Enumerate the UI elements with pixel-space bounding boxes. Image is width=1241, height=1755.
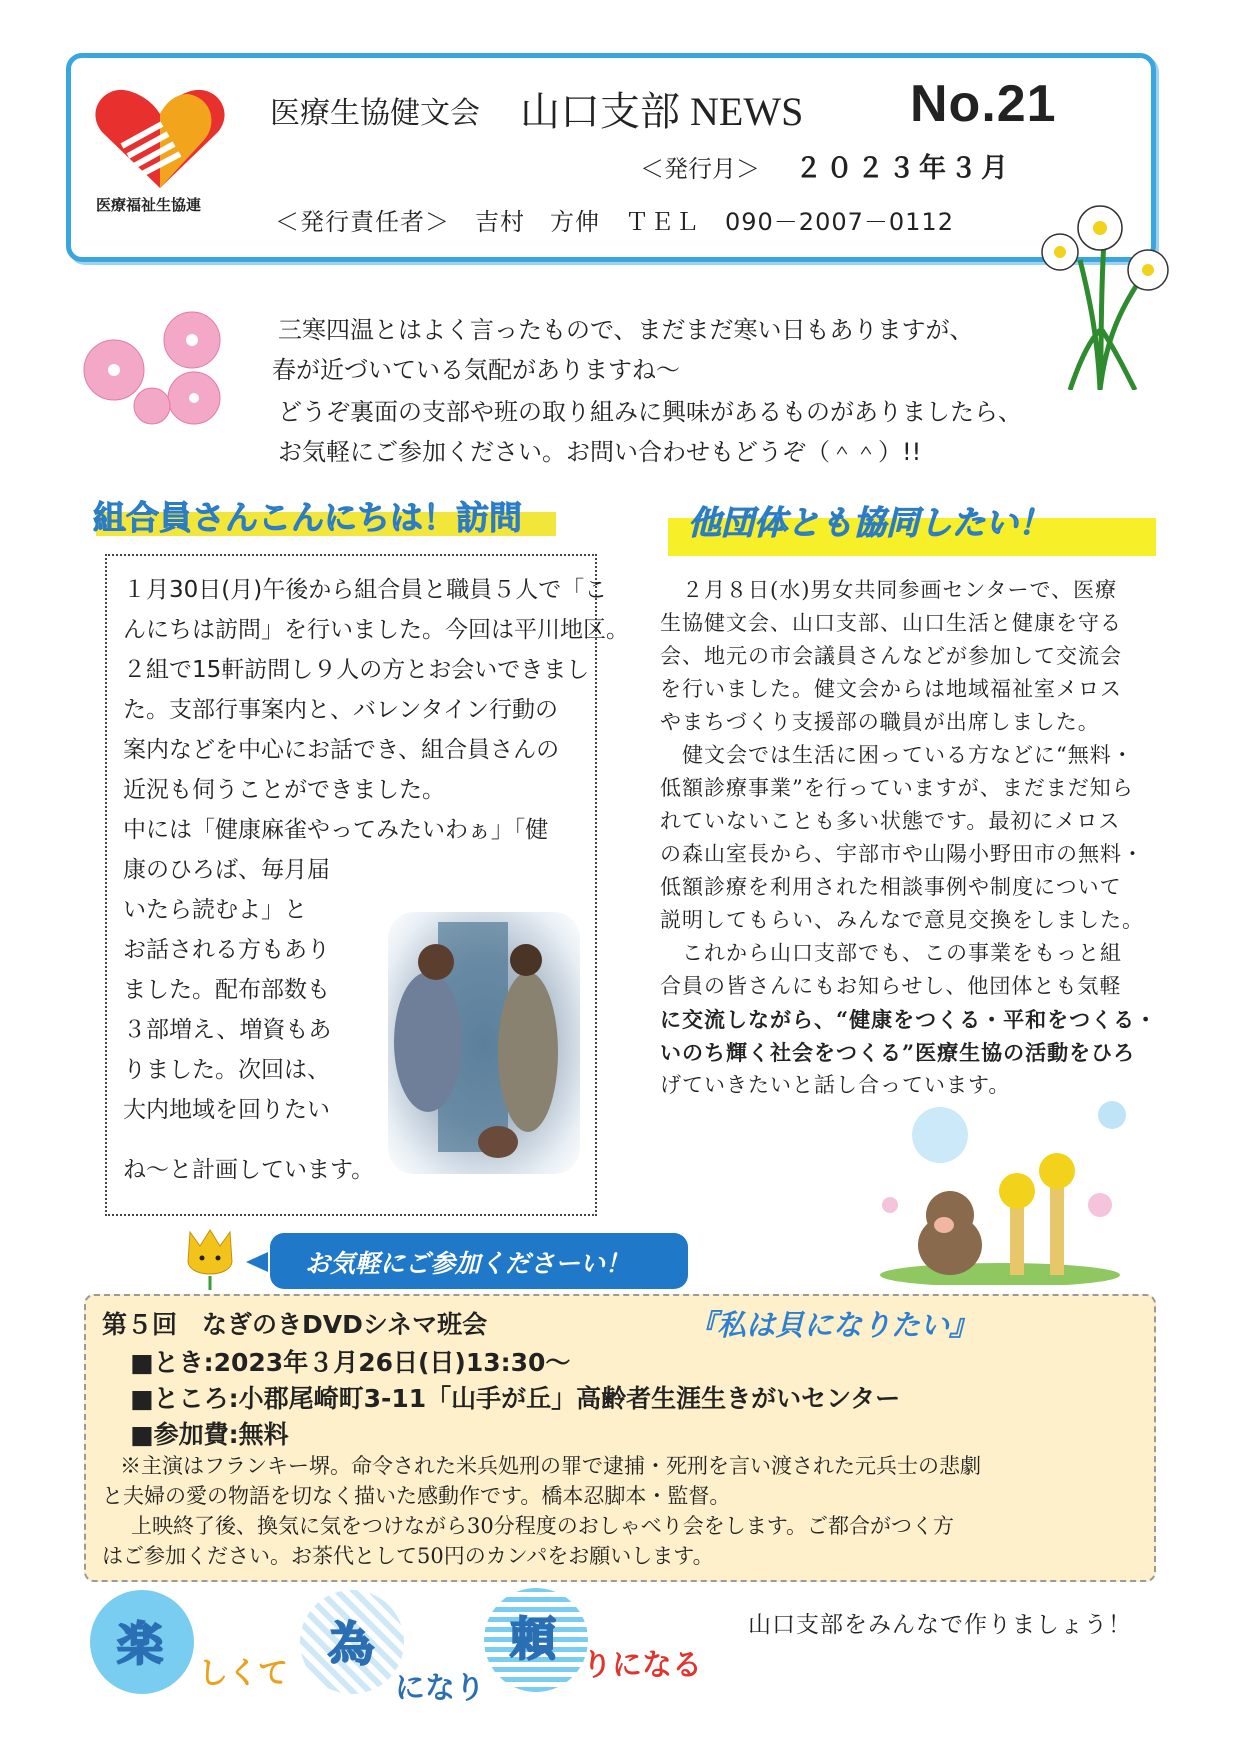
mole-illustration-icon (870, 1095, 1150, 1285)
article-line: 案内などを中心にお話でき、組合員さんの (123, 737, 560, 763)
cherry-blossom-icon (74, 310, 240, 428)
article-line: いのち輝く社会をつくる”医療生協の活動をひろ (660, 1040, 1136, 1065)
event-note: 上映終了後、換気に気をつけながら30分程度のおしゃべり会をします。ご都合がつく方 (110, 1514, 955, 1538)
article-line: ね～と計画しています。 (123, 1157, 375, 1183)
article-line: 健文会では生活に困っている方などに“無料・ (660, 743, 1134, 767)
article-line: ２月８日(水)男女共同参画センターで、医療 (660, 578, 1118, 602)
article-line: 大内地域を回りたい (123, 1097, 330, 1123)
article-line: に交流しながら、“健康をつくる・平和をつくる・ (660, 1007, 1158, 1032)
article-line: やまちづくり支援部の職員が出席しました。 (660, 710, 1100, 734)
article-line: 低額診療事業”を行っていますが、まだまだ知ら (660, 776, 1134, 800)
article-line: 中には「健康麻雀やってみたいわぁ」「健 (123, 817, 549, 843)
article-line: げていきたいと話し合っています。 (660, 1073, 1011, 1097)
event-note: はご参加ください。お茶代として50円のカンパをお願いします。 (102, 1544, 714, 1568)
article-line: 合員の皆さんにもお知らせし、他団体とも気軽 (660, 974, 1122, 998)
footer-kanji: 頼 (510, 1612, 556, 1666)
article-line: お話される方もあり (123, 937, 330, 963)
article-line: 説明してもらい、みんなで意見交換をしました。 (660, 908, 1144, 932)
callout-text: お気軽にご参加くださーい！ (305, 1249, 631, 1278)
article-line: ３部増え、増資もあ (123, 1017, 332, 1043)
news-title: 山口支部 NEWS (520, 89, 804, 134)
article-line: 近況も伺うことができました。 (123, 777, 445, 803)
footer-kanji: 楽 (117, 1617, 163, 1671)
event-when: ■とき:2023年３月26日(日)13:30～ (130, 1348, 571, 1377)
event-heading: 第５回 なぎのきDVDシネマ班会 (102, 1310, 488, 1339)
article-line: ２組で15軒訪問し９人の方とお会いできまし (123, 657, 590, 683)
article-line: 会、地元の市会議員さんなどが参加して交流会 (660, 644, 1122, 668)
footer-text: になり (395, 1671, 485, 1706)
right-section-heading: 他団体とも協同したい！ (688, 503, 1051, 542)
issue-label: ＜発行月＞ (640, 155, 760, 183)
footer-note: 山口支部をみんなで作りましょう！ (748, 1612, 1132, 1638)
daffodil-icon (1040, 200, 1170, 390)
visit-photo (388, 912, 580, 1174)
intro-line: お気軽にご参加ください。お問い合わせもどうぞ（＾＾）!! (278, 438, 922, 466)
event-fee: ■参加費:無料 (130, 1420, 289, 1449)
article-line: を行いました。健文会からは地域福祉室メロス (660, 677, 1122, 701)
article-line: んにちは訪問」を行いました。今回は平川地区。 (123, 617, 629, 643)
intro-line: 三寒四温とはよく言ったもので、まだまだ寒い日もありますが、 (278, 316, 974, 344)
publisher-line: ＜発行責任者＞ 吉村 方伸 ＴＥＬ 090－2007－0112 (275, 208, 954, 236)
article-line: 生協健文会、山口支部、山口生活と健康を守る (660, 611, 1122, 635)
article-line: れていないことも多い状態です。最初にメロス (660, 809, 1121, 833)
footer-text: しくて (198, 1656, 288, 1691)
intro-line: どうぞ裏面の支部や班の取り組みに興味があるものがありましたら、 (278, 398, 1022, 426)
article-line: 康のひろば、毎月届 (123, 857, 330, 883)
event-where: ■ところ:小郡尾崎町3-11「山手が丘」高齢者生涯生きがいセンター (130, 1384, 901, 1413)
article-line: の森山室長から、宇部市や山陽小野田市の無料・ (660, 842, 1144, 866)
article-line: た。支部行事案内と、バレンタイン行動の (123, 697, 559, 723)
coop-logo-icon (92, 84, 228, 194)
left-section-heading: 組合員さんこんにちは！訪問 (93, 498, 522, 537)
article-line: １月30日(月)午後から組合員と職員５人で「こ (123, 577, 608, 603)
tulip-mascot-icon (160, 1222, 270, 1292)
event-title: 『私は貝になりたい』 (688, 1308, 979, 1342)
footer-text: りになる (582, 1648, 702, 1683)
article-line: 低額診療を利用された相談事例や制度について (660, 875, 1122, 899)
intro-line: 春が近づいている気配がありますね～ (272, 356, 680, 384)
issue-date: ２０２３年３月 (795, 153, 1012, 184)
org-name: 医療生協健文会 (270, 96, 480, 131)
article-line: ました。配布部数も (123, 977, 330, 1003)
event-note: ※主演はフランキー堺。命令された米兵処刑の罪で逮捕・死刑を言い渡された元兵士の悲劇 (120, 1454, 981, 1478)
article-line: いたら読むよ」と (123, 897, 307, 923)
event-note: と夫婦の愛の物語を切なく描いた感動作です。橋本忍脚本・監督。 (102, 1484, 731, 1508)
logo-caption: 医療福祉生協連 (96, 196, 202, 214)
footer-kanji: 為 (328, 1617, 374, 1671)
article-line: これから山口支部でも、この事業をもっと組 (660, 941, 1122, 965)
article-line: りました。次回は、 (123, 1057, 330, 1083)
issue-number: No.21 (910, 75, 1057, 133)
